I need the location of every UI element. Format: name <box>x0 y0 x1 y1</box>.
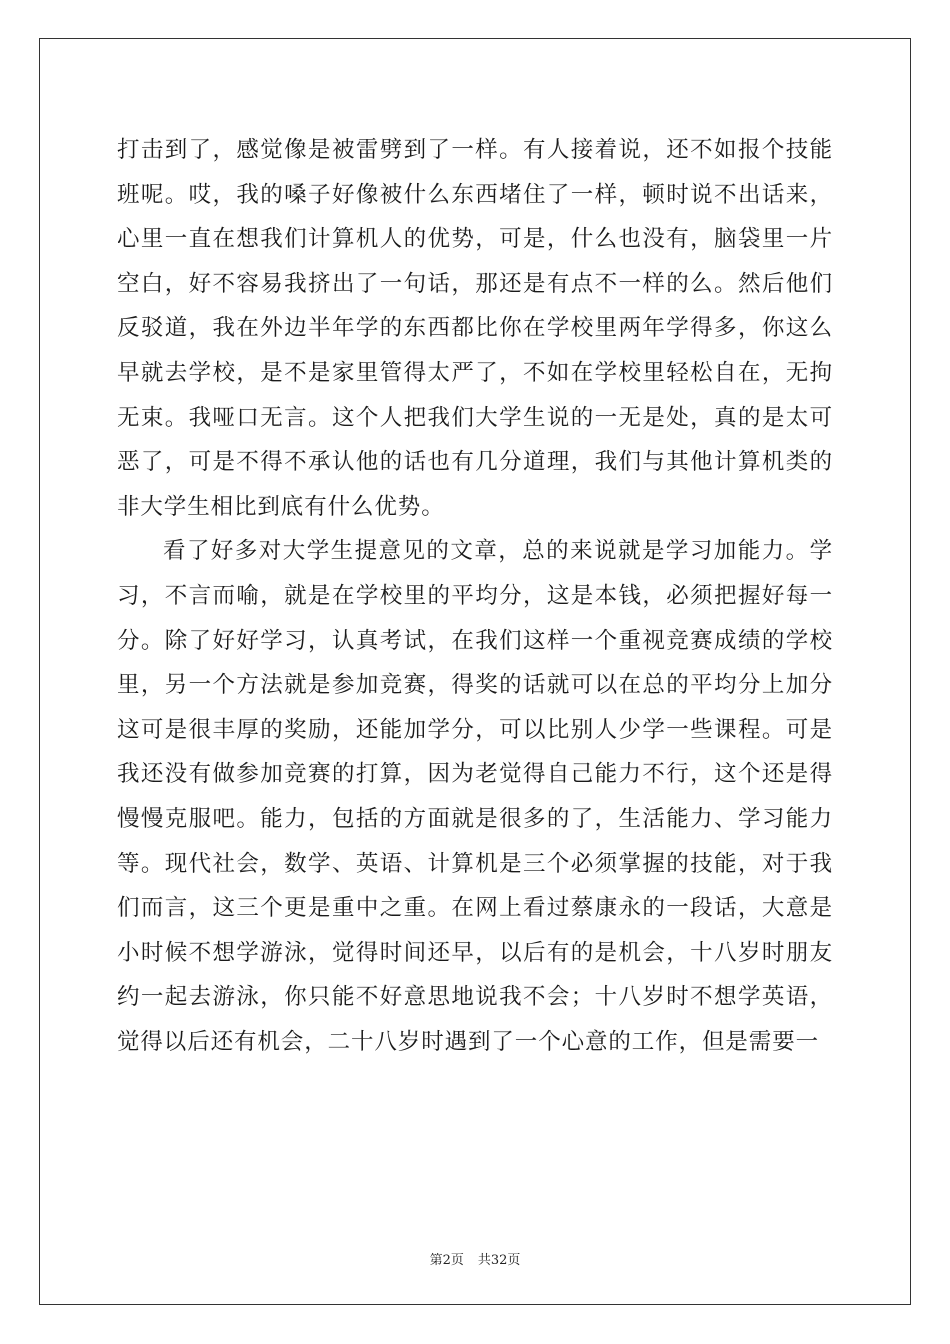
paragraph-continued: 打击到了，感觉像是被雷劈到了一样。有人接着说，还不如报个技能班呢。哎，我的嗓子好像被什么东西堵住了一样，顿时说不出话来，心里一直在想我们计算机人的优势，可是，什么也没有，脑袋里一片空白，好不容易我挤出了一句话，那还是有点不一样的么。然后他们反驳道，我在外边半年学的东西都比你在学校里两年学得多，你这么早就去学校，是不是家里管得太严了，不如在学校里轻松自在，无拘无束。我哑口无言。这个人把我们大学生说的一无是处，真的是太可恶了，可是不得不承认他的话也有几分道理，我们与其他计算机类的非大学生相比到底有什么优势。 <box>117 137 833 520</box>
page-total: 共32页 <box>477 1253 521 1268</box>
page-number: 第2页 <box>429 1253 464 1268</box>
paragraph: 看了好多对大学生提意见的文章，总的来说就是学习加能力。学习，不言而喻，就是在学校里的平均分，这是本钱，必须把握好每一分。除了好好学习，认真考试，在我们这样一个重视竞赛成绩的学校里，另一个方法就是参加竞赛，得奖的话就可以在总的平均分上加分这可是很丰厚的奖励，还能加学分，可以比别人少学一些课程。可是我还没有做参加竞赛的打算，因为老觉得自己能力不行，这个还是得慢慢克服吧。能力，包括的方面就是很多的了，生活能力、学习能力等。现代社会，数学、英语、计算机是三个必须掌握的技能，对于我们而言，这三个更是重中之重。在网上看过蔡康永的一段话，大意是小时候不想学游泳，觉得时间还早，以后有的是机会，十八岁时朋友约一起去游泳，你只能不好意思地说我不会；十八岁时不想学英语，觉得以后还有机会，二十八岁时遇到了一个心意的工作，但是需要一 <box>117 538 833 1055</box>
document-body <box>117 128 833 1064</box>
page-footer <box>0 1249 950 1268</box>
